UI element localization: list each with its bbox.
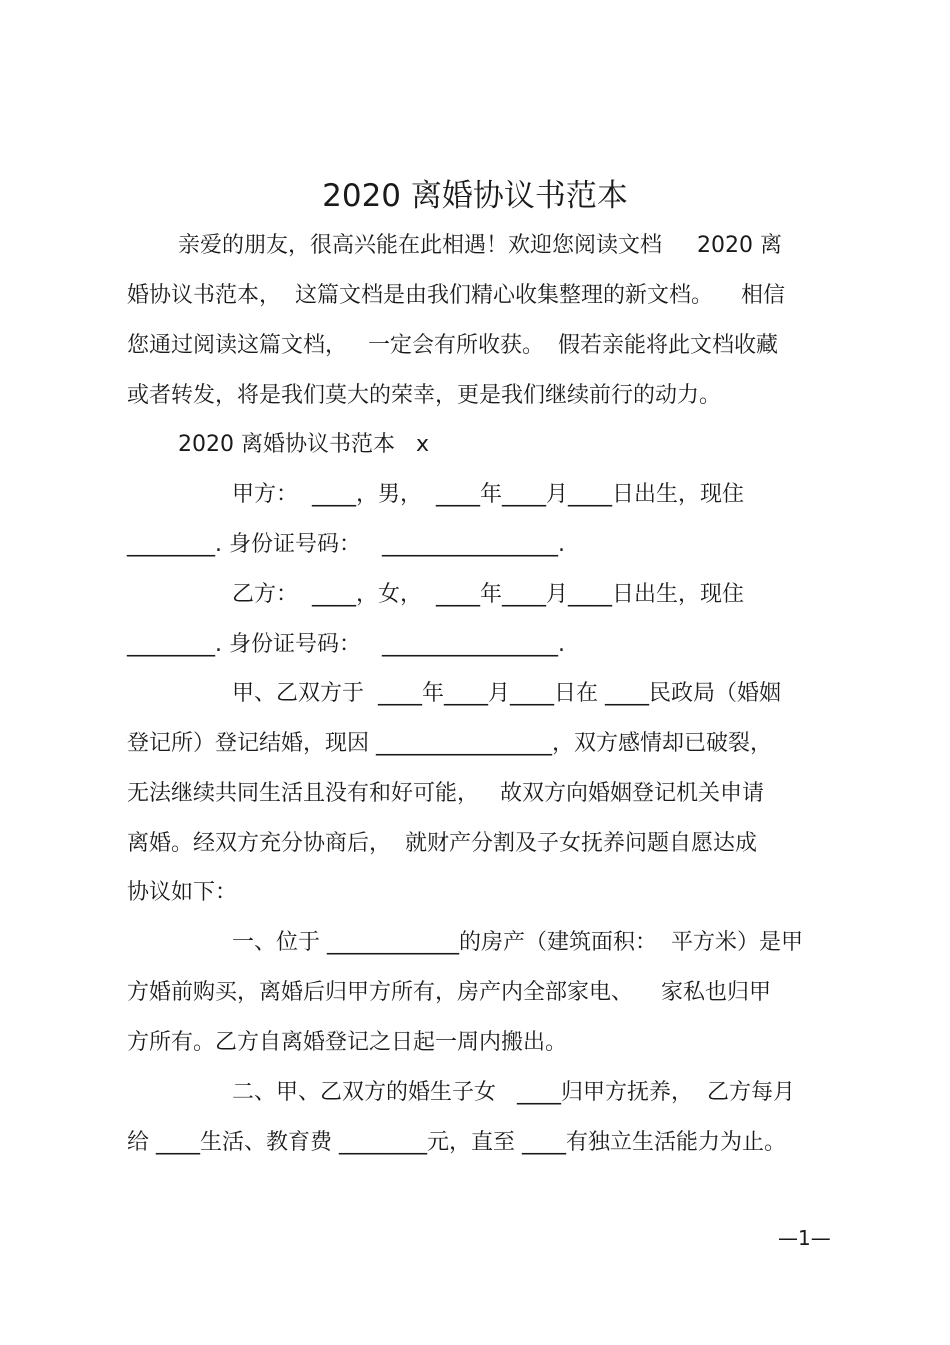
section-heading: 2020 离婚协议书范本 x <box>178 432 429 457</box>
paragraph-line: 甲、乙双方于 ____年____月____日在 ____民政局（婚姻 <box>232 681 781 706</box>
page-number: —1— <box>778 1226 831 1250</box>
paragraph-line: 给 ____生活、教育费 ________元，直至 ____有独立生活能力为止。 <box>127 1130 786 1155</box>
paragraph-line: 无法继续共同生活且没有和好可能， 故双方向婚姻登记机关申请 <box>127 781 764 806</box>
paragraph-line: 离婚。经双方充分协商后， 就财产分割及子女抚养问题自愿达成 <box>127 831 757 856</box>
paragraph-line: 方所有。乙方自离婚登记之日起一周内搬出。 <box>127 1030 568 1055</box>
paragraph-line: 登记所）登记结婚，现因 ________________，双方感情却已破裂， <box>127 731 772 756</box>
paragraph-line: 亲爱的朋友，很高兴能在此相遇！欢迎您阅读文档 2020 离 <box>178 233 782 258</box>
paragraph-line: 婚协议书范本， 这篇文档是由我们精心收集整理的新文档。 相信 <box>127 283 785 308</box>
paragraph-line: 乙方： ____，女， ____年____月____日出生，现住 <box>232 582 744 607</box>
paragraph-line: ________. 身份证号码： ________________. <box>127 632 565 657</box>
paragraph-line: 或者转发，将是我们莫大的荣幸，更是我们继续前行的动力。 <box>127 383 722 408</box>
paragraph-line: 协议如下： <box>127 880 238 905</box>
paragraph-line: 一、位于 ____________的房产（建筑面积： 平方米）是甲 <box>232 930 803 955</box>
paragraph-line: 甲方： ____，男， ____年____月____日出生，现住 <box>232 482 744 507</box>
paragraph-line: 方婚前购买，离婚后归甲方所有，房产内全部家电、 家私也归甲 <box>127 980 771 1005</box>
paragraph-line: 二、甲、乙双方的婚生子女 ____归甲方抚养， 乙方每月 <box>232 1080 795 1105</box>
paragraph-line: 您通过阅读这篇文档， 一定会有所收获。 假若亲能将此文档收藏 <box>127 333 778 358</box>
document-title: 2020 离婚协议书范本 <box>322 178 628 214</box>
paragraph-line: ________. 身份证号码： ________________. <box>127 532 565 557</box>
